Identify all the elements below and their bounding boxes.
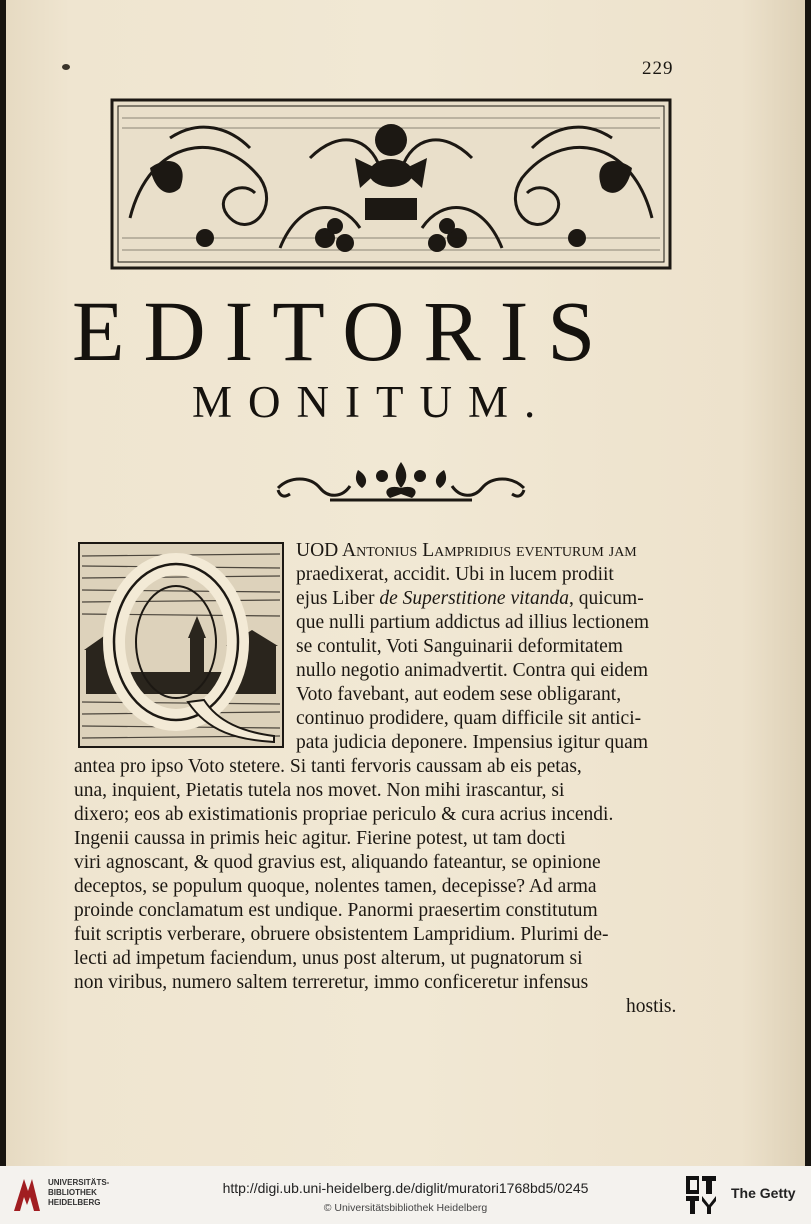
ink-spot [62, 64, 70, 70]
partner-name: The Getty [731, 1185, 796, 1201]
text-line: una, inquient, Pietatis tutela nos movet. Non mihi irascantur, si [74, 780, 565, 801]
viewer-footer [0, 1166, 811, 1224]
text-line: nullo negotio animadvertit. Contra qui eidem [296, 660, 649, 681]
scanned-page [6, 0, 805, 1166]
decorated-initial-q [78, 542, 284, 748]
library-name: UNIVERSITÄTS- BIBLIOTHEK HEIDELBERG [48, 1178, 110, 1207]
text-line: pata judicia deponere. Impensius igitur quam [296, 732, 648, 753]
fleuron-ornament [270, 458, 532, 506]
text-line: Voto favebant, aut eodem sese obligarant, [296, 684, 622, 705]
permalink-url[interactable]: http://digi.ub.uni-heidelberg.de/diglit/muratori1768bd5/0245 [222, 1180, 589, 1196]
text-line: lecti ad impetum faciendum, unus post alterum, ut pugnatorum si [74, 948, 583, 969]
text-line: Ingenii caussa in primis heic agitur. Fierine potest, ut tam docti [74, 828, 566, 849]
text-line: UOD Antonius Lampridius eventurum jam [296, 540, 637, 561]
book-title: de Superstitione vitanda [379, 588, 569, 609]
text-line: continuo prodidere, quam difficile sit antici- [296, 708, 642, 729]
text-line: ejus Liber de Superstitione vitanda, quicum- [296, 588, 644, 609]
text-line: se contulit, Voti Sanguinarii deformitatem [296, 636, 623, 657]
text-line: viri agnoscant, & quod gravius est, aliquando fateantur, se opinione [74, 852, 601, 873]
title-editoris: EDITORIS [72, 283, 615, 379]
text-line: proinde conclamatum est undique. Panormi praesertim constitutum [74, 900, 598, 921]
ornamental-headpiece [110, 98, 672, 270]
getty-logo-icon [684, 1174, 718, 1216]
page-number: 229 [642, 58, 674, 79]
copyright-notice: © Universitätsbibliothek Heidelberg [323, 1202, 488, 1214]
text-line: praedixerat, accidit. Ubi in lucem prodiit [296, 564, 614, 585]
text-line: deceptos, se populum quoque, nolentes tamen, decepisse? Ad arma [74, 876, 597, 897]
text-line: non viribus, numero saltem terreretur, immo conficeretur infensus [74, 972, 589, 993]
text-line: antea pro ipso Voto stetere. Si tanti fervoris caussam ab eis petas, [74, 756, 582, 777]
title-monitum: MONITUM. [192, 377, 552, 427]
text-line: fuit scriptis verberare, obruere obsistentem Lampridium. Plurimi de- [74, 924, 609, 945]
text-line: hostis. [626, 996, 677, 1017]
text-line: que nulli partium addictus ad illius lectionem [296, 612, 650, 633]
text-line: dixero; eos ab existimationis propriae periculo & cura acrius incendi. [74, 804, 614, 825]
